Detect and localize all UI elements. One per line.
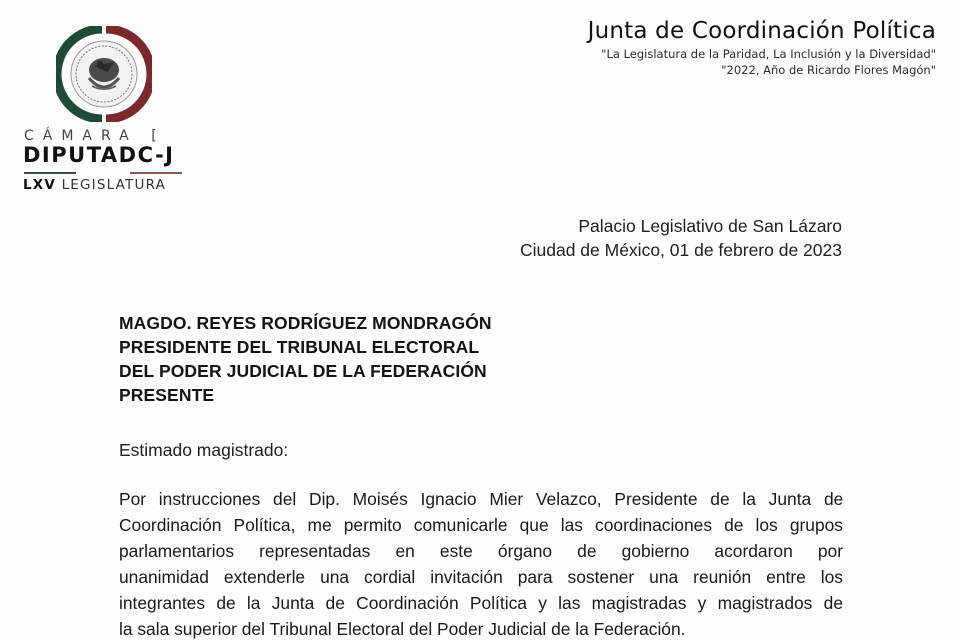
camara-diputados-logo: [20, 22, 190, 197]
logo-legislatura-number: LXV: [23, 177, 57, 193]
body-paragraph: [119, 486, 843, 642]
logo-legislatura-label: LEGISLATURA: [61, 177, 167, 193]
recipient-line: DEL PODER JUDICIAL DE LA FEDERACIÓN: [119, 361, 487, 381]
letterhead: [588, 16, 936, 78]
salutation: Estimado magistrado:: [119, 440, 289, 460]
recipient-line: PRESIDENTE DEL TRIBUNAL ELECTORAL: [119, 337, 480, 357]
place-line: Palacio Legislativo de San Lázaro: [578, 216, 842, 236]
body-line: Coordinación Política, me permito comunicarle que las coordinaciones de los grupos: [119, 515, 843, 535]
place-date-block: [520, 214, 842, 262]
national-seal-icon: [56, 26, 152, 122]
body-line: integrantes de la Junta de Coordinación Política y las magistradas y magistrados de: [119, 593, 843, 613]
logo-camara-text: CÁMARA [: [24, 128, 166, 144]
letterhead-motto-1: "La Legislatura de la Paridad, La Inclusión y la Diversidad": [601, 47, 936, 61]
body-line: Por instrucciones del Dip. Moisés Ignacio Mier Velazco, Presidente de la Junta de: [119, 489, 844, 509]
recipient-block: [119, 311, 492, 407]
recipient-line: PRESENTE: [119, 385, 215, 405]
body-line: unanimidad extenderle una cordial invitación para sostener una reunión entre los: [119, 567, 843, 587]
recipient-line: MAGDO. REYES RODRÍGUEZ MONDRAGÓN: [119, 313, 492, 333]
date-line: Ciudad de México, 01 de febrero de 2023: [519, 240, 842, 260]
logo-legislatura-text: [23, 177, 166, 193]
body-line: parlamentarios representadas en este órgano de gobierno acordaron por: [119, 541, 843, 561]
letterhead-motto-2: "2022, Año de Ricardo Flores Magón": [721, 63, 936, 77]
logo-diputados-text: DIPUTADC-J: [23, 143, 175, 167]
body-line: la sala superior del Tribunal Electoral del Poder Judicial de la Federación.: [119, 619, 686, 639]
logo-rule-green: [24, 172, 76, 174]
letterhead-title: Junta de Coordinación Política: [587, 18, 936, 44]
logo-rule-red: [130, 172, 182, 174]
